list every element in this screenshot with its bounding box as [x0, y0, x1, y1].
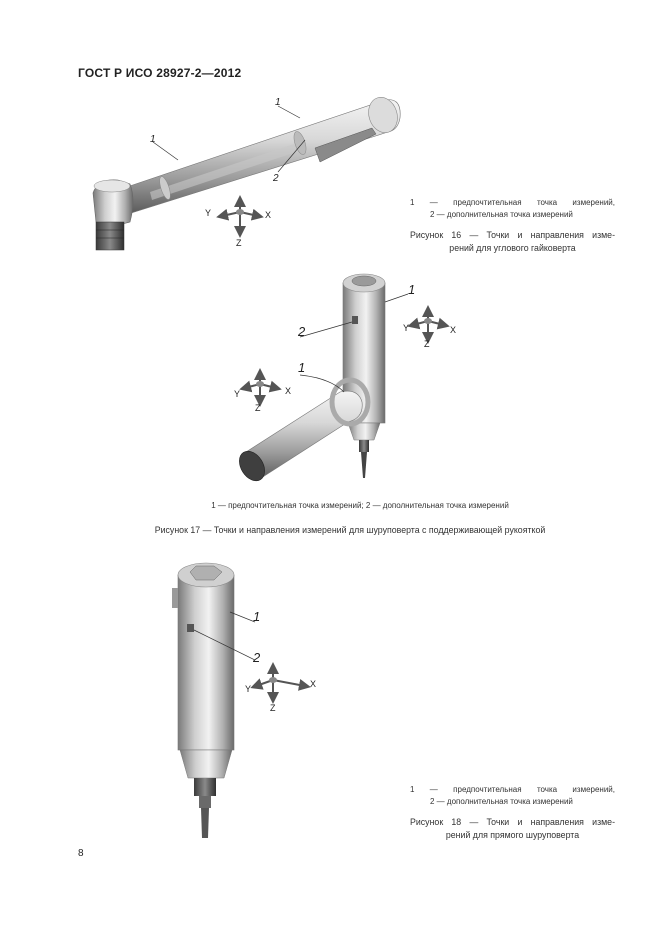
fig17-left-axis-z-label: Z — [255, 403, 261, 413]
fig16-axis-z-label: Z — [236, 238, 242, 248]
fig18-legend-line-1: 1 — предпочтительная точка измерений, — [410, 785, 615, 794]
fig16-axis-y-label: Y — [205, 208, 212, 218]
fig18-legend-line-2: 2 — дополнительная точка измерений — [430, 797, 573, 806]
fig17-label-1-left: 1 — [298, 360, 306, 375]
fig17-caption: Рисунок 17 — Точки и направления измерений для шуруповерта с поддерживающей рукояткой — [154, 525, 546, 535]
fig17-right-axis-y-label: Y — [403, 323, 410, 333]
fig18-caption-line-1: Рисунок 18 — Точки и направления изме- — [410, 817, 615, 827]
fig16-caption-line-1: Рисунок 16 — Точки и направления изме- — [410, 230, 615, 240]
fig16-axis-x-label: X — [265, 210, 272, 220]
fig16-label-2: 2 — [273, 173, 279, 184]
fig17-left-axis-y-label: Y — [234, 389, 241, 399]
fig17-right-axis-x-label: X — [450, 325, 457, 335]
fig17-left-axis-x-label: X — [285, 386, 292, 396]
fig16-label-1-left: 1 — [150, 134, 156, 145]
straight-screwdriver-body — [172, 563, 234, 838]
document-header: ГОСТ Р ИСО 28927-2—2012 — [78, 66, 242, 80]
fig18-label-1: 1 — [253, 609, 261, 624]
figure-18-axes-icon — [256, 668, 305, 698]
fig17-label-2: 2 — [298, 324, 306, 339]
fig18-axis-x-label: X — [310, 679, 317, 689]
fig18-axis-z-label: Z — [270, 703, 276, 713]
fig16-legend-line-2: 2 — дополнительная точка измерений — [430, 210, 573, 219]
fig17-label-1-right: 1 — [408, 282, 416, 297]
fig17-legend: 1 — предпочтительная точка измерений; 2 — дополнительная точка измерений — [211, 501, 509, 510]
fig16-label-1-top: 1 — [275, 97, 281, 108]
fig16-legend-line-1: 1 — предпочтительная точка измерений, — [410, 198, 615, 207]
fig18-label-2: 2 — [253, 650, 261, 665]
fig17-right-axis-z-label: Z — [424, 339, 430, 349]
fig18-caption-line-2: рений для прямого шуруповерта — [445, 830, 580, 840]
page-number: 8 — [78, 848, 84, 859]
fig16-caption-line-2: рений для углового гайковерта — [449, 243, 576, 253]
fig18-axis-y-label: Y — [245, 684, 252, 694]
